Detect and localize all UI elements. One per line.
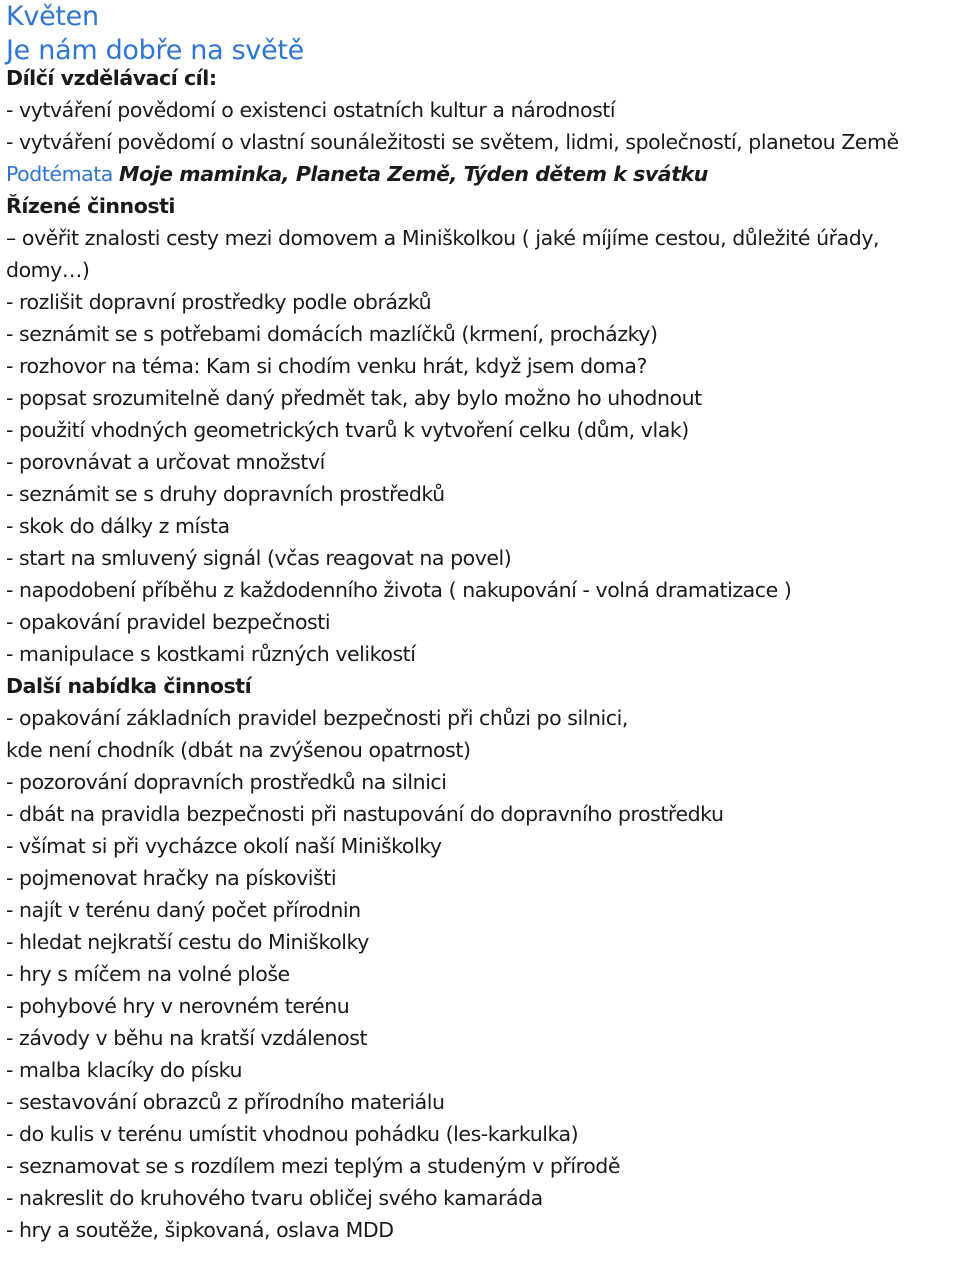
document-title-month: Květen: [6, 1, 99, 32]
list-item: - najít v terénu daný počet přírodnin: [6, 898, 361, 922]
list-item: - rozhovor na téma: Kam si chodím venku hrát, když jsem doma?: [6, 354, 647, 378]
list-item: - seznámit se s druhy dopravních prostředků: [6, 482, 445, 506]
subtopics-line: [6, 158, 954, 190]
list-item: - nakreslit do kruhového tvaru obličej svého kamaráda: [6, 1186, 543, 1210]
subtopics-label: Podtémata: [6, 162, 113, 186]
list-item: - popsat srozumitelně daný předmět tak, aby bylo možno ho uhodnout: [6, 386, 702, 410]
goal-item: - vytváření povědomí o vlastní sounáležitosti se světem, lidmi, společností, planetou Země: [6, 130, 899, 154]
list-item: - hry s míčem na volné ploše: [6, 962, 290, 986]
list-item: - všímat si při vycházce okolí naší Miniškolky: [6, 834, 442, 858]
goal-heading: Dílčí vzdělávací cíl:: [6, 66, 217, 90]
more-activities-heading: Další nabídka činností: [6, 674, 252, 698]
list-item: - skok do dálky z místa: [6, 514, 230, 538]
list-item: domy…): [6, 258, 90, 282]
list-item: - závody v běhu na kratší vzdálenost: [6, 1026, 368, 1050]
list-item: - opakování základních pravidel bezpečnosti při chůzi po silnici,: [6, 706, 628, 730]
list-item: - použití vhodných geometrických tvarů k vytvoření celku (dům, vlak): [6, 418, 689, 442]
list-item: - pohybové hry v nerovném terénu: [6, 994, 350, 1018]
guided-activities-heading: Řízené činnosti: [6, 194, 176, 218]
goal-item: - vytváření povědomí o existenci ostatních kultur a národností: [6, 98, 616, 122]
list-item: - sestavování obrazců z přírodního materiálu: [6, 1090, 445, 1114]
list-item: kde není chodník (dbát na zvýšenou opatrnost): [6, 738, 471, 762]
document-title-theme: Je nám dobře na světě: [6, 35, 304, 66]
list-item: - seznámit se s potřebami domácích mazlíčků (krmení, procházky): [6, 322, 658, 346]
list-item: - hry a soutěže, šipkovaná, oslava MDD: [6, 1218, 394, 1242]
list-item: – ověřit znalosti cesty mezi domovem a Miniškolkou ( jaké míjíme cestou, důležité úřady,: [6, 226, 880, 250]
list-item: - pojmenovat hračky na pískovišti: [6, 866, 337, 890]
list-item: - napodobení příběhu z každodenního života ( nakupování - volná dramatizace ): [6, 578, 792, 602]
list-item: - do kulis v terénu umístit vhodnou pohádku (les-karkulka): [6, 1122, 579, 1146]
guided-activities-list: [6, 222, 954, 670]
list-item: - rozlišit dopravní prostředky podle obrázků: [6, 290, 432, 314]
list-item: - manipulace s kostkami různých velikostí: [6, 642, 416, 666]
list-item: - seznamovat se s rozdílem mezi teplým a studeným v přírodě: [6, 1154, 621, 1178]
list-item: - malba klacíky do písku: [6, 1058, 243, 1082]
subtopics-text: Moje maminka, Planeta Země, Týden dětem k svátku: [119, 162, 708, 186]
goal-list: [6, 94, 954, 158]
list-item: - hledat nejkratší cestu do Miniškolky: [6, 930, 369, 954]
list-item: - start na smluvený signál (včas reagovat na povel): [6, 546, 512, 570]
list-item: - pozorování dopravních prostředků na silnici: [6, 770, 447, 794]
list-item: - porovnávat a určovat množství: [6, 450, 325, 474]
more-activities-list: [6, 702, 954, 1246]
list-item: - dbát na pravidla bezpečnosti při nastupování do dopravního prostředku: [6, 802, 724, 826]
list-item: - opakování pravidel bezpečnosti: [6, 610, 331, 634]
